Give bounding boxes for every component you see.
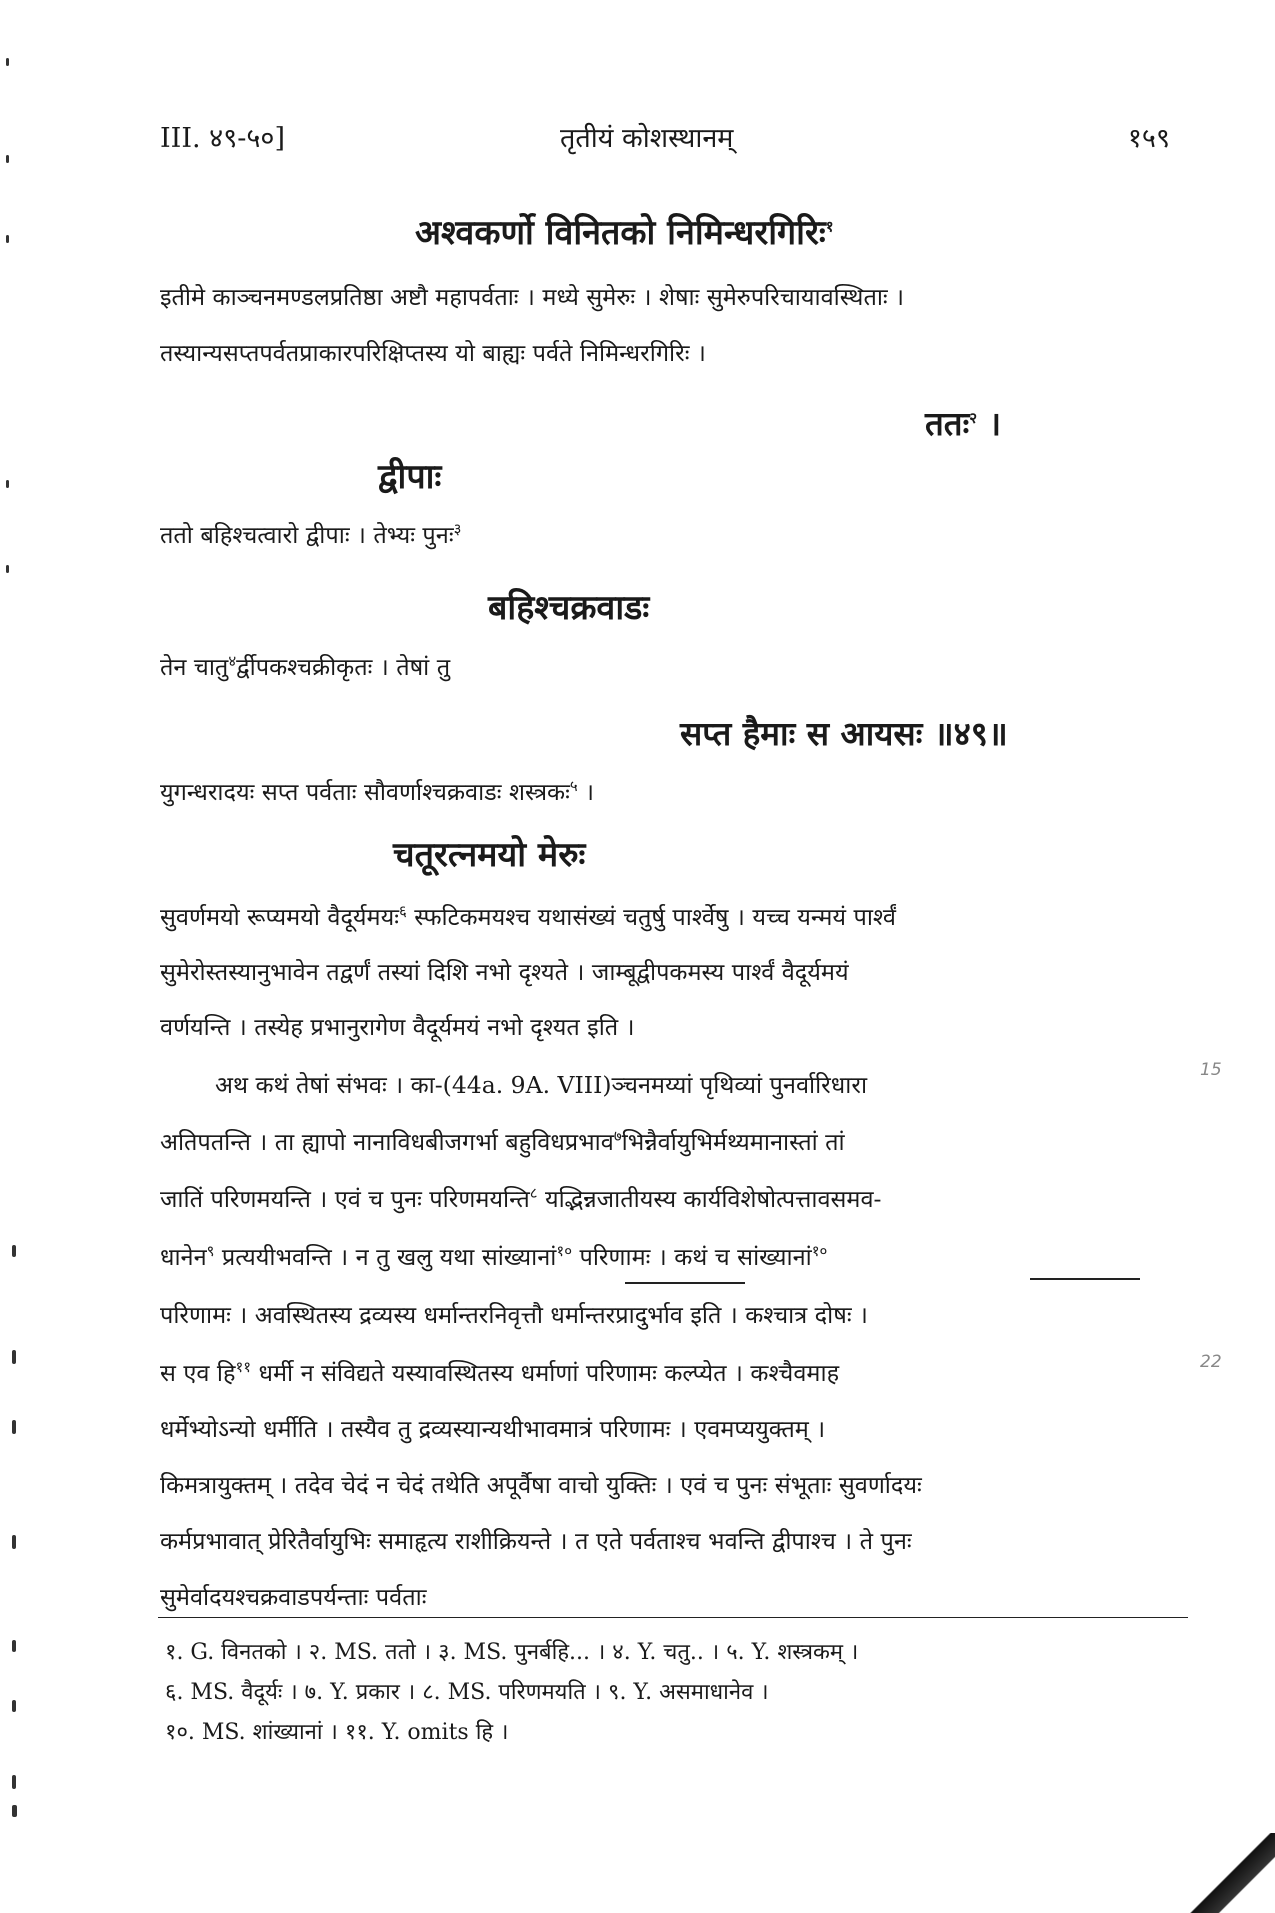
line-text: ततो बहिश्चत्वारो द्वीपाः । तेभ्यः पुनः <box>160 521 454 549</box>
section-reference: III. ४९-५०] <box>160 123 285 154</box>
line-text: तेन चातु <box>160 653 229 681</box>
binding-mark <box>12 1640 16 1652</box>
text-line: किमत्रायुक्तम् । तदेव चेदं न चेदं तथेति अपूर्वैषा वाचो युक्तिः । एवं च पुनः संभूताः सुवर्णादयः <box>160 1471 922 1499</box>
verse-text: ततः <box>925 404 970 443</box>
line-text: अतिपतन्ति । ता ह्यापो नानाविधबीजगर्भा बहुविधप्रभाव <box>160 1128 614 1156</box>
binding-mark <box>6 235 9 243</box>
footnote-line: ६. MS. वैदूर्यः । ७. Y. प्रकार । ८. MS. परिणमयति । ९. Y. असमाधानेव । <box>165 1680 769 1705</box>
chapter-title: तृतीयं कोशस्थानम् <box>560 123 734 154</box>
section-heading <box>415 208 834 254</box>
text-line: धर्मेभ्योऽन्यो धर्मीति । तस्यैव तु द्रव्यस्यान्यथीभावमात्रं परिणामः । एवमप्ययुक्तम् । <box>160 1415 826 1443</box>
line-text: धानेन <box>160 1243 207 1271</box>
scan-artifact <box>1165 1833 1275 1913</box>
footnote-mark: ६ <box>399 902 407 921</box>
binding-mark <box>12 1805 17 1817</box>
text-line: सुमेरोस्तस्यानुभावेन तद्वर्णं तस्यां दिशि नभो दृश्यते । जाम्बूद्वीपकमस्य पार्श्वं वैदूर्यमयं <box>160 958 849 986</box>
binding-mark <box>12 1535 16 1549</box>
footnote-mark: ११ <box>235 1358 252 1377</box>
footnote-line: १०. MS. शांख्यानां । ११. Y. omits हि । <box>165 1720 509 1745</box>
footnote-mark: २ <box>969 409 978 427</box>
page-number: १५९ <box>1127 123 1170 154</box>
line-text: सुवर्णमयो रूप्यमयो वैदूर्यमयः <box>160 903 399 931</box>
heading-text: अश्वकर्णो विनितको निमिन्धरगिरिः <box>415 213 826 253</box>
footnote-mark: १० <box>556 1242 572 1261</box>
text-line: सुमेर्वादयश्चक्रवाडपर्यन्ताः पर्वताः <box>160 1583 427 1611</box>
running-head <box>160 118 1170 158</box>
binding-mark <box>12 1775 16 1789</box>
text-line: परिणामः । अवस्थितस्य द्रव्यस्य धर्मान्तरनिवृत्तौ धर्मान्तरप्रादुर्भाव इति । कश्चात्र दोषः । <box>160 1301 868 1329</box>
footnote-mark: ४ <box>228 652 237 671</box>
text-line <box>160 900 896 932</box>
text-line: कर्मप्रभावात् प्रेरितैर्वायुभिः समाहृत्य राशीक्रियन्ते । त एते पर्वताश्च भवन्ति द्वीपाश्च । ते पुनः <box>160 1527 912 1555</box>
verse-fragment: ततः$^२$ । <box>925 404 1002 443</box>
verse-line: सप्त हैमाः स आयसः ॥४९॥ <box>680 714 1008 753</box>
binding-mark <box>12 1245 16 1257</box>
text-line: तस्यान्यसप्तपर्वतप्राकारपरिक्षिप्तस्य यो बाह्यः पर्वते निमिन्धरगिरिः । <box>160 339 706 367</box>
line-text: यद्भिन्नजातीयस्य कार्यविशेषोत्पत्तावसमव- <box>545 1185 882 1213</box>
text-line: युगन्धरादयः सप्त पर्वताः सौवर्णाश्चक्रवाडः शस्त्रकः$^५$ । <box>160 777 595 806</box>
text-line: वर्णयन्ति । तस्येह प्रभानुरागेण वैदूर्यमयं नभो दृश्यत इति । <box>160 1013 635 1041</box>
binding-mark <box>6 155 9 163</box>
footnote-mark: ५ <box>569 777 578 796</box>
underline-mark <box>625 1282 745 1284</box>
binding-mark <box>12 1420 16 1434</box>
binding-mark <box>12 1350 16 1364</box>
footnote-mark: ८ <box>529 1184 538 1203</box>
binding-mark <box>6 480 9 488</box>
footnote-mark: ९ <box>206 1242 215 1261</box>
line-text: धर्मी न संविद्यते यस्यावस्थितस्य धर्माणां परिणामः कल्प्येत । कश्चैवमाह <box>258 1359 840 1387</box>
underline-mark <box>1030 1278 1140 1280</box>
text-line <box>160 1356 839 1388</box>
section-heading: बहिश्चक्रवाडः <box>488 588 650 628</box>
text-line <box>160 1182 881 1214</box>
footnote-mark: ७ <box>613 1127 622 1146</box>
margin-note: 22 <box>1200 1352 1222 1372</box>
line-text: जातिं परिणमयन्ति । एवं च पुनः परिणमयन्ति <box>160 1185 530 1213</box>
line-text: भिन्नैर्वायुभिर्मथ्यमानास्तां तां <box>621 1128 845 1156</box>
line-text: युगन्धरादयः सप्त पर्वताः सौवर्णाश्चक्रवाडः शस्त्रकः <box>160 778 570 806</box>
text-line <box>160 1125 845 1157</box>
footnote-rule <box>158 1617 1188 1618</box>
section-heading: द्वीपाः <box>378 457 442 497</box>
margin-note: 15 <box>1200 1060 1222 1080</box>
footnote-mark: १ <box>825 217 834 236</box>
line-text: र्द्वीपकश्चक्रीकृतः । तेषां तु <box>236 653 451 681</box>
text-line: अथ कथं तेषां संभवः । का-(44a. 9A. VIII)ञ्चनमय्यां पृथिव्यां पुनर्वारिधारा <box>215 1071 868 1099</box>
line-text: प्रत्ययीभवन्ति । न तु खलु यथा सांख्यानां <box>221 1243 557 1271</box>
text-line <box>160 1240 827 1272</box>
binding-mark <box>6 58 9 66</box>
line-text: परिणामः । कथं च सांख्यानां <box>579 1243 812 1271</box>
binding-mark <box>12 1700 16 1712</box>
footnote-mark: ३ <box>453 520 462 539</box>
text-line <box>160 518 461 550</box>
line-text: स्फटिकमयश्च यथासंख्यं चतुर्षु पार्श्वेषु । यच्च यन्मयं पार्श्वं <box>414 903 896 931</box>
section-heading: चतूरत्नमयो मेरुः <box>393 835 586 875</box>
footnote-line: १. G. विनतको । २. MS. ततो । ३. MS. पुनर्बहि... । ४. Y. चतु.. । ५. Y. शस्त्रकम् । <box>165 1640 859 1665</box>
line-text: स एव हि <box>160 1359 236 1387</box>
binding-mark <box>6 565 9 573</box>
text-line: इतीमे काञ्चनमण्डलप्रतिष्ठा अष्टौ महापर्वताः । मध्ये सुमेरुः । शेषाः सुमेरुपरिचायावस्थिताः । <box>160 283 905 311</box>
footnote-mark: १० <box>811 1242 828 1261</box>
text-line <box>160 650 450 682</box>
